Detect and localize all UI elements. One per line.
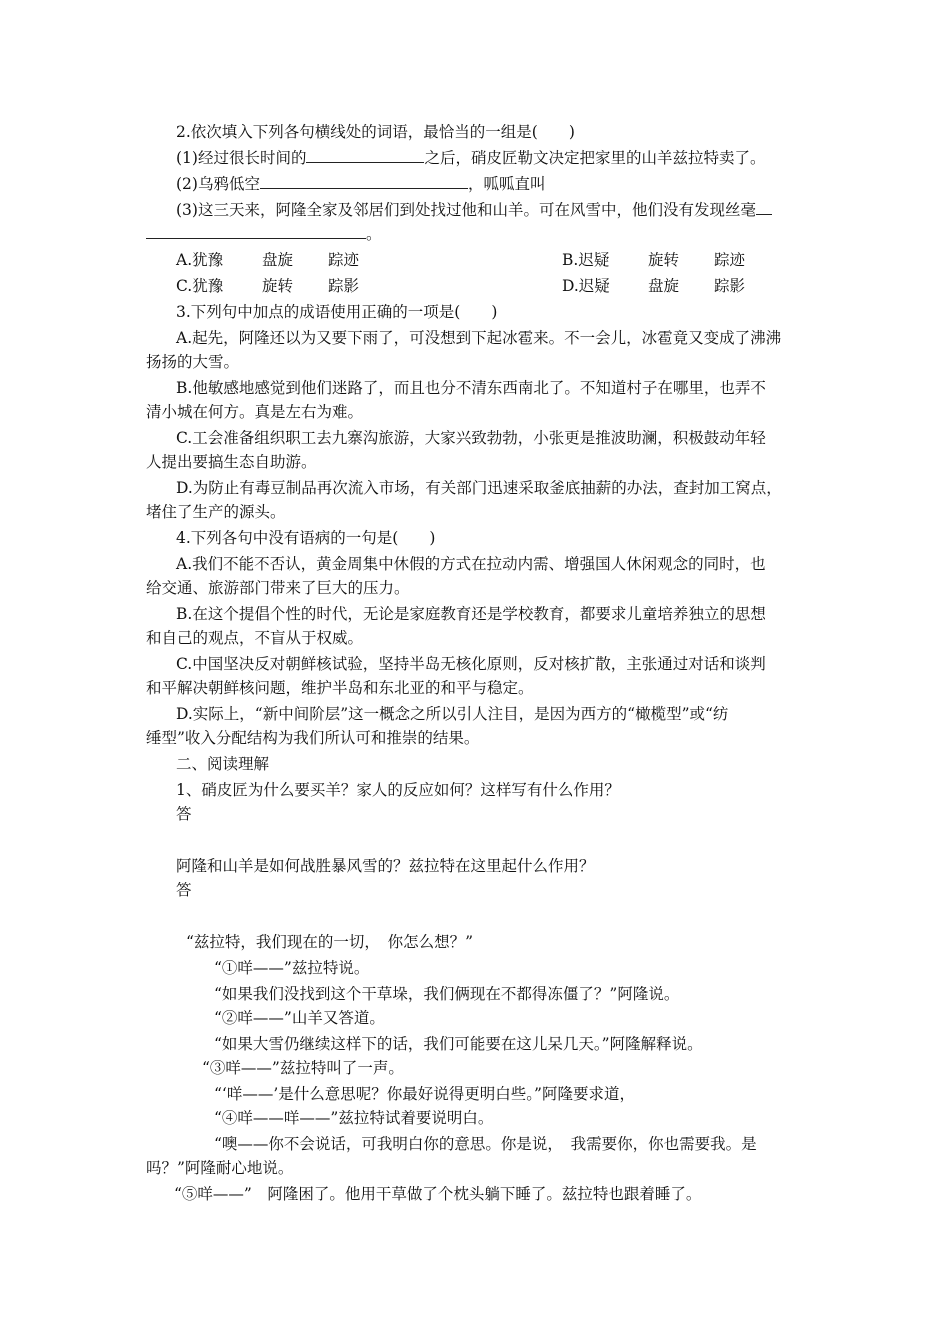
- answer-label-1: 答: [176, 805, 192, 823]
- passage-line-8: “④咩——咩——”兹拉特试着要说明白。: [214, 1109, 494, 1127]
- passage-line-6: “③咩——”兹拉特叫了一声。: [202, 1059, 404, 1077]
- q3-option-d-line2: 堵住了生产的源头。: [146, 503, 286, 521]
- q2-s3-before: (3)这三天来，阿隆全家及邻居们到处找过他和山羊。可在风雪中，他们没有发现丝毫: [176, 201, 756, 219]
- reading-question-2: 阿隆和山羊是如何战胜暴风雪的？兹拉特在这里起什么作用？: [176, 857, 595, 875]
- option-d-word-3: 踪影: [714, 277, 746, 295]
- reading-question-1: 1、硝皮匠为什么要买羊？家人的反应如何？这样写有什么作用？: [176, 781, 620, 799]
- option-c-word-1: C.犹豫: [176, 277, 224, 295]
- blank-3a: [756, 200, 772, 215]
- passage-line-3: “如果我们没找到这个干草垛，我们俩现在不都得冻僵了？”阿隆说。: [214, 985, 680, 1003]
- option-c-word-2: 旋转: [262, 277, 294, 295]
- q4-option-d-line1: D.实际上，“新中间阶层”这一概念之所以引人注目，是因为西方的“橄榄型”或“纺: [176, 705, 729, 723]
- q2-option-b: [562, 250, 746, 270]
- passage-line-5: “如果大雪仍继续这样下的话，我们可能要在这儿呆几天。”阿隆解释说。: [214, 1035, 703, 1053]
- blank-2: [260, 174, 468, 189]
- q3-option-b-line1: B.他敏感地感觉到他们迷路了，而且也分不清东西南北了。不知道村子在哪里，也弄不: [176, 379, 766, 397]
- q3-option-d-line1: D.为防止有毒豆制品再次流入市场，有关部门迅速采取釜底抽薪的办法，查封加工窝点，: [176, 479, 782, 497]
- q4-option-b-line2: 和自己的观点，不盲从于权威。: [146, 629, 364, 647]
- passage-line-10: 吗？”阿隆耐心地说。: [146, 1159, 294, 1177]
- q3-option-a-line2: 扬扬的大雪。: [146, 353, 240, 371]
- q2-stem: 2.依次填入下列各句横线处的词语，最恰当的一组是( ): [176, 123, 575, 141]
- passage-line-9: “噢——你不会说话，可我明白你的意思。你是说， 我需要你，你也需要我。是: [214, 1135, 757, 1153]
- q2-option-c: [176, 276, 360, 296]
- q2-s2-after: ，呱呱直叫: [467, 175, 546, 193]
- q4-stem: 4.下列各句中没有语病的一句是( ): [176, 529, 436, 547]
- q2-option-d: [562, 276, 746, 296]
- option-d-word-1: D.迟疑: [562, 277, 610, 295]
- q2-sentence-2: [176, 174, 545, 194]
- blank-1: [306, 148, 424, 163]
- passage-line-4: “②咩——”山羊又答道。: [214, 1009, 385, 1027]
- option-c-word-3: 踪影: [328, 277, 360, 295]
- q4-option-d-line2: 缍型”收入分配结构为我们所认可和推崇的结果。: [146, 729, 480, 747]
- passage-line-2: “①咩——”兹拉特说。: [214, 959, 370, 977]
- q2-s1-before: (1)经过很长时间的: [176, 149, 307, 167]
- q4-option-a-line2: 给交通、旅游部门带来了巨大的压力。: [146, 579, 410, 597]
- q4-option-c-line1: C.中国坚决反对朝鲜核试验，坚持半岛无核化原则，反对核扩散，主张通过对话和谈判: [176, 655, 766, 673]
- q4-option-c-line2: 和平解决朝鲜核问题，维护半岛和东北亚的和平与稳定。: [146, 679, 534, 697]
- option-b-word-3: 踪迹: [714, 251, 746, 269]
- q3-option-b-line2: 清小城在何方。真是左右为难。: [146, 403, 364, 421]
- q2-sentence-3-cont: [146, 224, 382, 244]
- section-heading-reading: 二、阅读理解: [176, 755, 270, 773]
- q3-stem: 3.下列句中加点的成语使用正确的一项是( ): [176, 303, 498, 321]
- q2-s2-before: (2)乌鸦低空: [176, 175, 260, 193]
- passage-line-1: “兹拉特，我们现在的一切， 你怎么想？”: [186, 933, 474, 951]
- option-b-word-2: 旋转: [648, 251, 680, 269]
- q2-s1-after: 之后，硝皮匠勒文决定把家里的山羊兹拉特卖了。: [424, 149, 766, 167]
- q3-option-c-line1: C.工会准备组织职工去九寨沟旅游，大家兴致勃勃，小张更是推波助澜，积极鼓动年轻: [176, 429, 766, 447]
- option-d-word-2: 盘旋: [648, 277, 680, 295]
- q2-s3-after: 。: [366, 225, 382, 243]
- answer-label-2: 答: [176, 881, 192, 899]
- option-a-word-1: A.犹豫: [176, 251, 224, 269]
- option-a-word-2: 盘旋: [262, 251, 294, 269]
- passage-line-7: “‘咩——’是什么意思呢？你最好说得更明白些。”阿隆要求道，: [214, 1085, 635, 1103]
- q2-sentence-3: [176, 200, 772, 220]
- option-a-word-3: 踪迹: [328, 251, 360, 269]
- q4-option-a-line1: A.我们不能不否认，黄金周集中休假的方式在拉动内需、增强国人休闲观念的同时，也: [176, 555, 766, 573]
- q3-option-c-line2: 人提出要搞生态自助游。: [146, 453, 317, 471]
- q4-option-b-line1: B.在这个提倡个性的时代，无论是家庭教育还是学校教育，都要求儿童培养独立的思想: [176, 605, 766, 623]
- passage-line-11: “⑤咩——” 阿隆困了。他用干草做了个枕头躺下睡了。兹拉特也跟着睡了。: [174, 1185, 702, 1203]
- q2-sentence-1: [176, 148, 765, 168]
- option-b-word-1: B.迟疑: [562, 251, 610, 269]
- q3-option-a-line1: A.起先，阿隆还以为又要下雨了，可没想到下起冰雹来。不一会儿，冰雹竟又变成了沸沸: [176, 329, 782, 347]
- blank-3b: [146, 224, 366, 239]
- q2-option-a: [176, 250, 360, 270]
